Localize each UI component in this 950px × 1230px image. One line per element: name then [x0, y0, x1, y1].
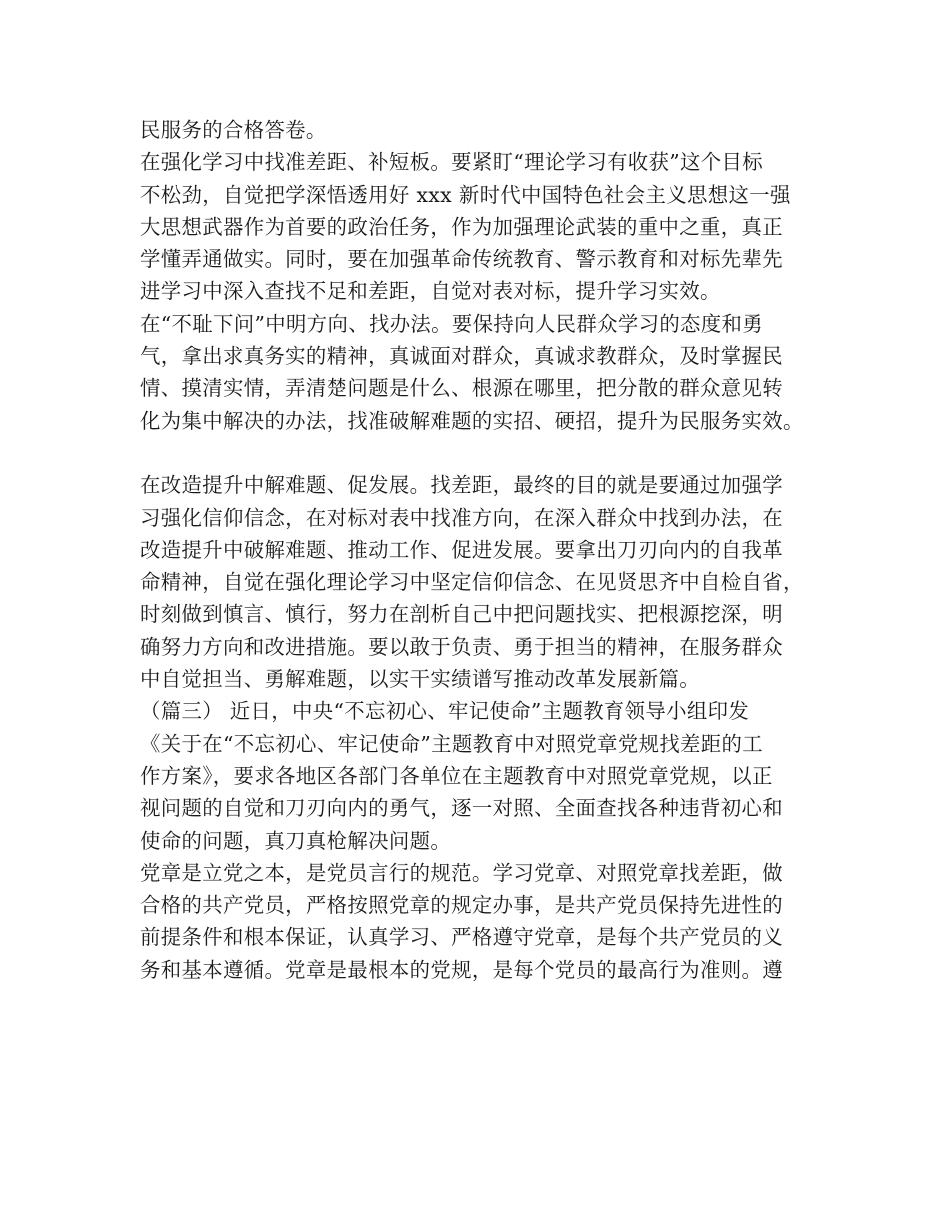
text-line: 使命的问题，真刀真枪解决问题。 [140, 828, 452, 853]
text-line: 中自觉担当、勇解难题，以实干实绩谱写推动改革发展新篇。 [140, 667, 700, 692]
text-line: 作方案》，要求各地区各部门各单位在主题教育中对照党章党规，以正 [140, 763, 773, 788]
text-line: 学懂弄通做实。同时，要在加强革命传统教育、警示教育和对标先辈先 [140, 247, 783, 272]
text-line: 民服务的合格答卷。 [140, 118, 327, 142]
text-line: 进学习中深入查找不足和差距，自觉对表对标，提升学习实效。 [140, 279, 721, 304]
text-line: 大思想武器作为首要的政治任务，作为加强理论武装的重中之重，真正 [140, 214, 783, 239]
document-body [140, 114, 840, 986]
text-line: 命精神，自觉在强化理论学习中坚定信仰信念、在见贤思齐中自检自省， [140, 570, 804, 595]
text-line: 时刻做到慎言、慎行，努力在剖析自己中把问题找实、把根源挖深，明 [140, 602, 783, 627]
text-line: （篇三） 近日，中央“不忘初心、牢记使命”主题教育领导小组印发 [140, 699, 750, 724]
text-line: 化为集中解决的办法，找准破解难题的实招、硬招，提升为民服务实效。 [140, 408, 804, 433]
text-line: 视问题的自觉和刀刃向内的勇气，逐一对照、全面查找各种违背初心和 [140, 796, 783, 821]
text-line: 情、摸清实情，弄清楚问题是什么、根源在哪里，把分散的群众意见转 [140, 376, 783, 401]
text-line: 前提条件和根本保证，认真学习、严格遵守党章，是每个共产党员的义 [140, 925, 783, 950]
text-line: 党章是立党之本，是党员言行的规范。学习党章、对照党章找差距，做 [140, 860, 783, 885]
blank-line [140, 437, 840, 469]
text-line: 习强化信仰信念，在对标对表中找准方向，在深入群众中找到办法，在 [140, 505, 783, 530]
text-line: 不松劲，自觉把学深悟透用好 xxx 新时代中国特色社会主义思想这一强 [140, 182, 791, 207]
text-line: 《关于在“不忘初心、牢记使命”主题教育中对照党章党规找差距的工 [140, 731, 764, 756]
text-line: 在改造提升中解难题、促发展。找差距，最终的目的就是要通过加强学 [140, 473, 783, 498]
text-line: 合格的共产党员，严格按照党章的规定办事，是共产党员保持先进性的 [140, 893, 783, 918]
text-line: 在强化学习中找准差距、补短板。要紧盯“理论学习有收获”这个目标 [140, 150, 764, 175]
text-line: 务和基本遵循。党章是最根本的党规，是每个党员的最高行为准则。遵 [140, 957, 783, 982]
text-line: 确努力方向和改进措施。要以敢于负责、勇于担当的精神，在服务群众 [140, 634, 783, 659]
text-line: 在“不耻下问”中明方向、找办法。要保持向人民群众学习的态度和勇 [140, 311, 764, 336]
text-line: 气，拿出求真务实的精神，真诚面对群众，真诚求教群众，及时掌握民 [140, 344, 783, 369]
text-line: 改造提升中破解难题、推动工作、促进发展。要拿出刀刃向内的自我革 [140, 537, 783, 562]
